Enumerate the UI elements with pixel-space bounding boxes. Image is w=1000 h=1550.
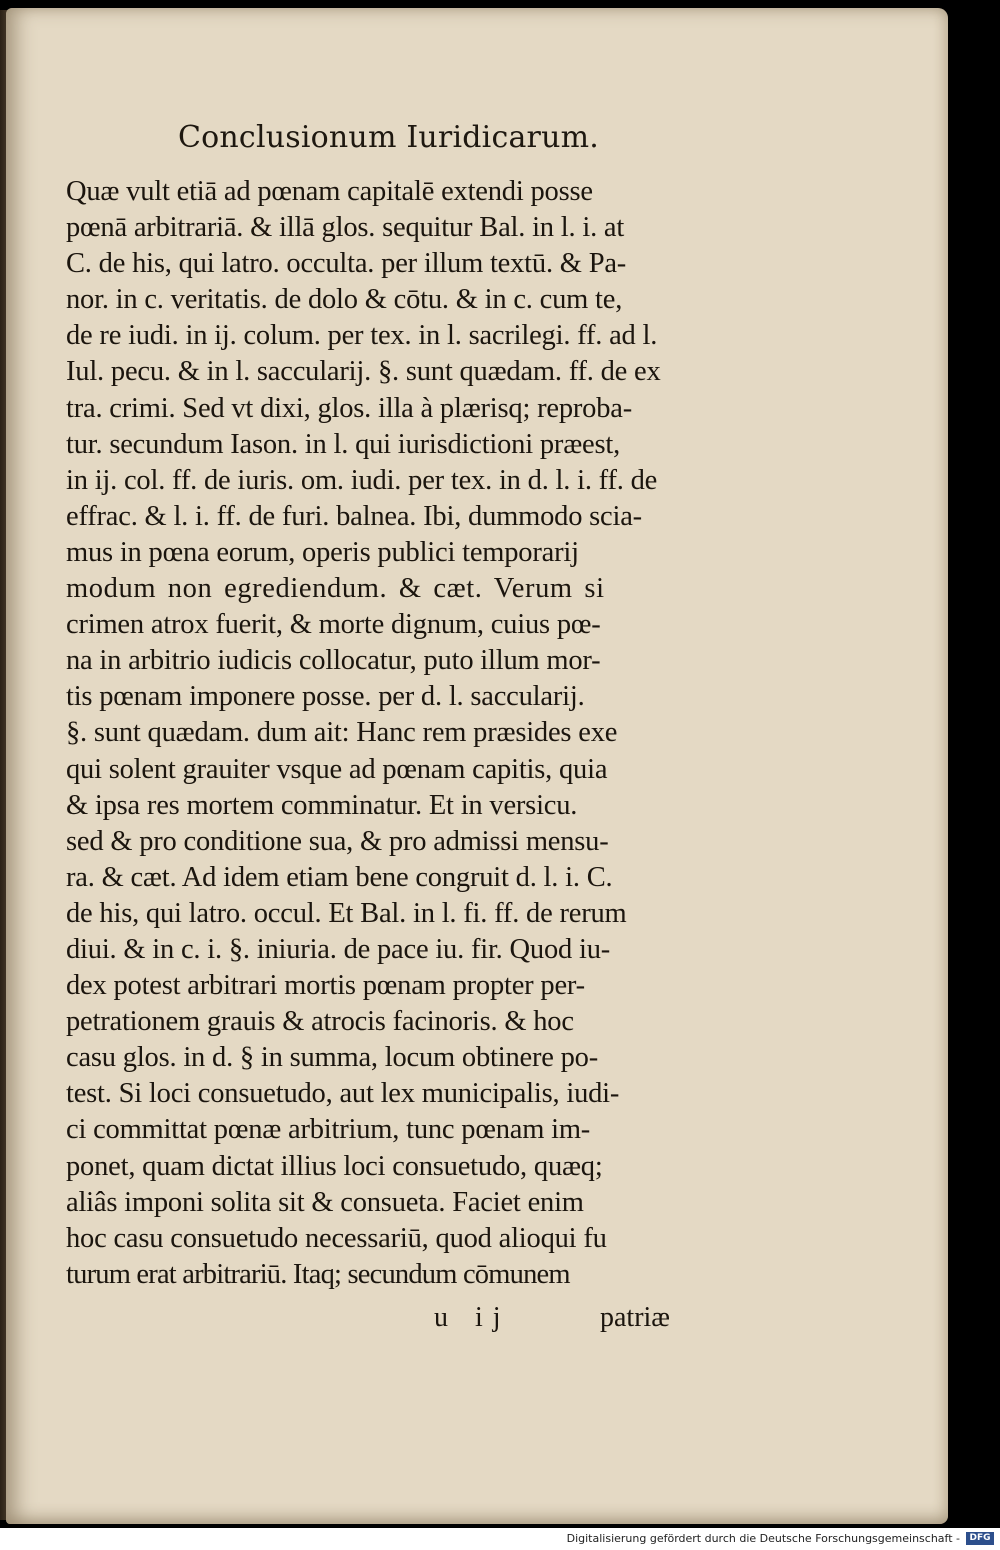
text-line: tra. crimi. Sed vt dixi, glos. illa à plærisq; reproba- [66, 392, 633, 424]
credit-bar [0, 1528, 1000, 1550]
text-line: pœnā arbitrariā. & illā glos. sequitur Bal. in l. i. at [66, 212, 625, 244]
body-text [66, 174, 692, 1293]
text-line: diui. & in c. i. §. iniuria. de pace iu. fir. Quod iu- [66, 933, 611, 965]
running-head: Conclusionum Iuridicarum. [178, 120, 599, 155]
text-line: tis pœnam imponere posse. per d. l. saccularij. [66, 681, 585, 713]
text-line: sed & pro conditione sua, & pro admissi mensu- [66, 825, 609, 857]
text-line: Iul. pecu. & in l. saccularij. §. sunt quædam. ff. de ex [66, 356, 661, 388]
text-line: hoc casu consuetudo necessariū, quod alioqui fu [66, 1222, 607, 1254]
text-line: turum erat arbitrariū. Itaq; secundum cōmunem [66, 1258, 570, 1290]
text-line: tur. secundum Iason. in l. qui iurisdictioni præest, [66, 428, 621, 460]
text-line: aliâs imponi solita sit & consueta. Faciet enim [66, 1186, 584, 1218]
text-line: ra. & cæt. Ad idem etiam bene congruit d. l. i. C. [66, 861, 613, 893]
text-line: ci committat pœnæ arbitrium, tunc pœnam im- [66, 1114, 591, 1146]
signature-mark: u ij [434, 1302, 511, 1333]
text-line: nor. in c. veritatis. de dolo & cōtu. & in c. cum te, [66, 284, 623, 316]
page-footer [6, 1298, 948, 1338]
book-page [6, 8, 948, 1524]
funding-credit: Digitalisierung gefördert durch die Deutsche Forschungsgemeinschaft - [566, 1532, 960, 1545]
text-line: crimen atrox fuerit, & morte dignum, cuius pœ- [66, 609, 601, 641]
text-line: modum non egrediendum. & cæt. Verum si [66, 573, 605, 605]
text-line: casu glos. in d. § in summa, locum obtinere po- [66, 1042, 599, 1074]
text-line: petrationem grauis & atrocis facinoris. & hoc [66, 1006, 574, 1038]
text-line: §. sunt quædam. dum ait: Hanc rem præsides exe [66, 717, 618, 749]
dfg-logo: DFG [966, 1532, 994, 1545]
text-line: mus in pœna eorum, operis publici temporarij [66, 536, 579, 568]
text-line: C. de his, qui latro. occulta. per illum textū. & Pa- [66, 248, 627, 280]
text-line: effrac. & l. i. ff. de furi. balnea. Ibi, dummodo scia- [66, 500, 642, 532]
text-line: qui solent grauiter vsque ad pœnam capitis, quia [66, 753, 608, 785]
text-line: dex potest arbitrari mortis pœnam propter per- [66, 970, 585, 1002]
text-line: de his, qui latro. occul. Et Bal. in l. fi. ff. de rerum [66, 897, 627, 929]
text-line: test. Si loci consuetudo, aut lex municipalis, iudi- [66, 1078, 620, 1110]
catchword: patriæ [600, 1302, 670, 1333]
text-line: in ij. col. ff. de iuris. om. iudi. per tex. in d. l. i. ff. de [66, 464, 658, 496]
text-line: Quæ vult etiā ad pœnam capitalē extendi posse [66, 176, 593, 207]
text-line: na in arbitrio iudicis collocatur, puto illum mor- [66, 645, 601, 677]
text-line: & ipsa res mortem comminatur. Et in versicu. [66, 789, 578, 821]
text-line: de re iudi. in ij. colum. per tex. in l. sacrilegi. ff. ad l. [66, 320, 658, 352]
text-line: ponet, quam dictat illius loci consuetudo, quæq; [66, 1150, 603, 1182]
